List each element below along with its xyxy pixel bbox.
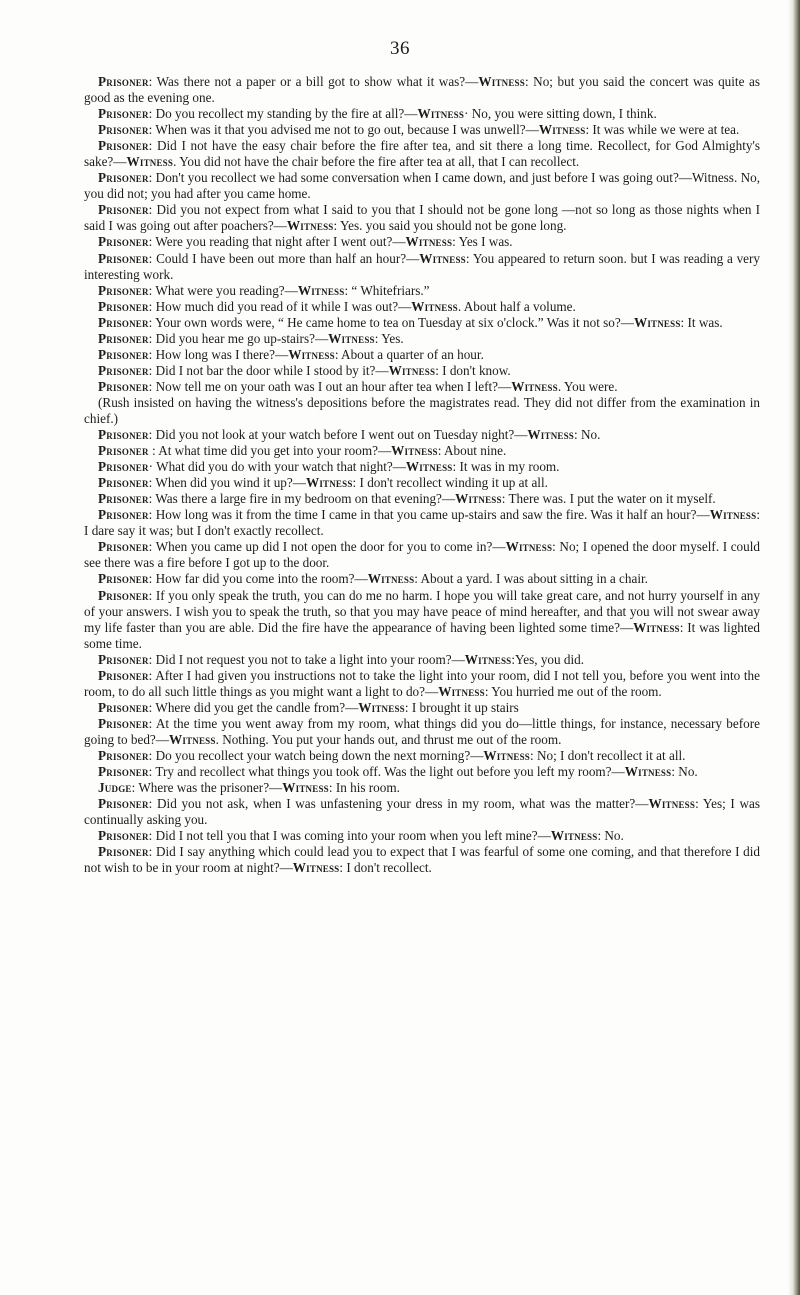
transcript-paragraph bbox=[84, 427, 760, 443]
speaker-label: Prisoner bbox=[98, 122, 149, 138]
utterance-text: : Did I not request you not to take a light into your room?— bbox=[148, 651, 465, 667]
speaker-label: Witness bbox=[388, 362, 436, 378]
utterance-text: : There was. I put the water on it myself. bbox=[501, 491, 716, 507]
speaker-label: Prisoner bbox=[98, 699, 149, 715]
utterance-text: : I don't recollect. bbox=[339, 860, 432, 876]
transcript-paragraph bbox=[84, 299, 760, 315]
utterance-text: . You did not have the chair before the fire after tea at all, that I can recollect. bbox=[173, 154, 580, 170]
speaker-label: Witness bbox=[709, 507, 757, 523]
speaker-label: Prisoner bbox=[98, 234, 149, 250]
utterance-text: : Did I not have the easy chair before the fire after tea, and sit there a long time. Recollect, for God Almighty's sake?— bbox=[84, 138, 760, 170]
speaker-label: Witness bbox=[282, 780, 329, 796]
utterance-text: : At what time did you get into your room?— bbox=[148, 443, 392, 459]
speaker-label: Prisoner bbox=[98, 106, 149, 122]
transcript-paragraph bbox=[84, 379, 760, 395]
speaker-label: Prisoner bbox=[98, 491, 149, 507]
transcript-paragraph bbox=[84, 844, 760, 876]
transcript-paragraph bbox=[84, 138, 760, 170]
utterance-text: : Were you reading that night after I went out?— bbox=[148, 234, 406, 250]
transcript-paragraph bbox=[84, 668, 760, 700]
transcript-paragraph bbox=[84, 106, 760, 122]
speaker-label: Witness bbox=[391, 443, 438, 459]
speaker-label: Witness bbox=[538, 122, 586, 138]
transcript-paragraph bbox=[84, 652, 760, 668]
transcript-paragraph bbox=[84, 764, 760, 780]
speaker-label: Witness bbox=[358, 699, 405, 715]
utterance-text: : Was there not a paper or a bill got to show what it was?— bbox=[148, 74, 479, 89]
utterance-text: : How long was I there?— bbox=[148, 346, 289, 362]
speaker-label: Prisoner bbox=[98, 202, 149, 218]
utterance-text: : Do you recollect my standing by the fire at all?— bbox=[148, 106, 418, 122]
speaker-label: Judge bbox=[98, 780, 132, 796]
utterance-text: : Did you not expect from what I said to you that I should not be gone long —not so long as those nights when I said I was going out after poachers?— bbox=[84, 202, 760, 234]
utterance-text: : You hurried me out of the room. bbox=[484, 683, 662, 699]
speaker-label: Witness bbox=[405, 459, 453, 475]
utterance-text: : When you came up did I not open the door for you to come in?— bbox=[148, 539, 506, 555]
transcript-paragraph bbox=[84, 347, 760, 363]
transcript-paragraph bbox=[84, 491, 760, 507]
utterance-text: . You were. bbox=[557, 378, 618, 394]
transcript-paragraph bbox=[84, 170, 760, 202]
transcript-paragraph bbox=[84, 74, 760, 106]
speaker-label: Witness bbox=[286, 218, 334, 234]
speaker-label: Prisoner bbox=[98, 796, 149, 812]
speaker-label: Witness bbox=[455, 491, 502, 507]
speaker-label: Prisoner bbox=[98, 475, 149, 491]
utterance-text: . About half a volume. bbox=[457, 298, 576, 314]
utterance-text: (Rush insisted on having the witness's depositions before the magistrates read. They did not differ from the examination in chief.) bbox=[84, 394, 760, 426]
speaker-label: Witness bbox=[527, 427, 575, 443]
speaker-label: Prisoner bbox=[98, 378, 149, 394]
speaker-label: Prisoner bbox=[98, 459, 149, 475]
speaker-label: Prisoner bbox=[98, 298, 149, 314]
speaker-label: Prisoner bbox=[98, 282, 149, 298]
transcript-paragraph bbox=[84, 283, 760, 299]
transcript-paragraph bbox=[84, 539, 760, 571]
speaker-label: Witness bbox=[511, 378, 558, 394]
transcript-paragraph bbox=[84, 796, 760, 828]
speaker-label: Witness bbox=[168, 731, 216, 747]
speaker-label: Witness bbox=[505, 539, 553, 555]
speaker-label: Prisoner bbox=[98, 587, 149, 603]
utterance-text: : How long was it from the time I came in that you came up-stairs and saw the fire. Was it half an hour?— bbox=[148, 507, 710, 523]
speaker-label: Prisoner bbox=[98, 138, 149, 154]
speaker-label: Witness bbox=[417, 106, 465, 122]
speaker-label: Prisoner bbox=[98, 507, 149, 523]
speaker-label: Witness bbox=[288, 346, 335, 362]
speaker-label: Witness bbox=[126, 154, 174, 170]
utterance-text: : Yes; I was continually asking you. bbox=[84, 796, 760, 828]
speaker-label: Prisoner bbox=[98, 314, 149, 330]
utterance-text: · What did you do with your watch that night?— bbox=[148, 459, 406, 475]
utterance-text: : No; but you said the concert was quite as good as the evening one. bbox=[84, 74, 760, 106]
speaker-label: Prisoner bbox=[98, 764, 149, 780]
utterance-text: : I don't recollect winding it up at all. bbox=[352, 475, 548, 491]
speaker-label: Prisoner bbox=[98, 828, 149, 844]
speaker-label: Prisoner bbox=[98, 443, 149, 459]
transcript-paragraph bbox=[84, 780, 760, 796]
speaker-label: Witness bbox=[624, 764, 672, 780]
utterance-text: : It was. bbox=[680, 314, 723, 330]
utterance-text: : When did you wind it up?— bbox=[148, 475, 306, 491]
utterance-text: : Did I say anything which could lead you to expect that I was fearful of some one coming, and that therefore I did not wish to be in your room at night?— bbox=[84, 844, 760, 876]
utterance-text: : About nine. bbox=[437, 443, 507, 459]
transcript-paragraph bbox=[84, 507, 760, 539]
transcript-paragraph bbox=[84, 122, 760, 138]
utterance-text: : Did you hear me go up-stairs?— bbox=[148, 330, 329, 346]
utterance-text: : Did you not look at your watch before I went out on Tuesday night?— bbox=[148, 427, 528, 443]
utterance-text: : When was it that you advised me not to go out, because I was unwell?— bbox=[148, 122, 539, 138]
page-number: 36 bbox=[390, 38, 410, 59]
speaker-label: Witness bbox=[292, 860, 340, 876]
speaker-label: Witness bbox=[438, 683, 485, 699]
utterance-text: : Your own words were, “ He came home to tea on Tuesday at six o'clock.” Was it not so?— bbox=[148, 314, 634, 330]
speaker-label: Prisoner bbox=[98, 362, 149, 378]
transcript-paragraph bbox=[84, 363, 760, 379]
utterance-text: : Where was the prisoner?— bbox=[131, 780, 283, 796]
speaker-label: Witness bbox=[305, 475, 353, 491]
utterance-text: : Do you recollect your watch being down the next morning?— bbox=[148, 747, 484, 763]
utterance-text: : Did I not bar the door while I stood by it?— bbox=[148, 362, 389, 378]
utterance-text: · No, you were sitting down, I think. bbox=[464, 106, 657, 122]
utterance-text: : No. bbox=[671, 764, 698, 780]
utterance-text: : It was lighted some time. bbox=[84, 619, 760, 651]
utterance-text: : How far did you come into the room?— bbox=[148, 571, 368, 587]
utterance-text: : Yes. you said you should not be gone long. bbox=[333, 218, 567, 234]
transcript-paragraph bbox=[84, 700, 760, 716]
transcript-paragraph bbox=[84, 828, 760, 844]
speaker-label: Prisoner bbox=[98, 170, 149, 186]
transcript-paragraph bbox=[84, 748, 760, 764]
page-edge-shadow bbox=[788, 0, 800, 1295]
speaker-label: Witness bbox=[419, 250, 466, 266]
utterance-text: :Yes, you did. bbox=[511, 651, 585, 667]
speaker-label: Prisoner bbox=[98, 747, 149, 763]
utterance-text: : If you only speak the truth, you can do me no harm. I hope you will take great care, and not hurry yourself in any of your answers. I wish you to speak the truth, so that you may have peace of mind hereafter, and that you will not swear away my life faster than you are able. Did the fire have the appearance of having been lighted some time?— bbox=[84, 587, 760, 635]
transcript-paragraph bbox=[84, 443, 760, 459]
utterance-text: : What were you reading?— bbox=[148, 282, 298, 298]
transcript-paragraph bbox=[84, 234, 760, 250]
transcript-paragraph bbox=[84, 395, 760, 427]
speaker-label: Prisoner bbox=[98, 539, 149, 555]
utterance-text: : Try and recollect what things you took off. Was the light out before you left my room?— bbox=[148, 764, 625, 780]
utterance-text: : Did I not tell you that I was coming into your room when you left mine?— bbox=[148, 828, 551, 844]
utterance-text: : After I had given you instructions not to take the light into your room, did I not tell you, before you went into the room, to do all such little things as you might want a light to do?— bbox=[84, 667, 760, 699]
speaker-label: Prisoner bbox=[98, 346, 149, 362]
speaker-label: Witness bbox=[297, 282, 345, 298]
transcript-paragraph bbox=[84, 315, 760, 331]
trial-transcript bbox=[84, 74, 760, 876]
speaker-label: Witness bbox=[367, 571, 415, 587]
utterance-text: : Could I have been out more than half an hour?— bbox=[148, 250, 420, 266]
speaker-label: Prisoner bbox=[98, 651, 149, 667]
utterance-text: : You appeared to return soon. but I was reading a very interesting work. bbox=[84, 250, 761, 282]
utterance-text: : About a quarter of an hour. bbox=[334, 346, 484, 362]
utterance-text: : Where did you get the candle from?— bbox=[148, 699, 359, 715]
speaker-label: Witness bbox=[648, 796, 696, 812]
speaker-label: Prisoner bbox=[98, 715, 149, 731]
speaker-label: Witness bbox=[478, 74, 525, 89]
speaker-label: Witness bbox=[411, 298, 458, 314]
speaker-label: Witness bbox=[464, 651, 512, 667]
transcript-paragraph bbox=[84, 251, 760, 283]
utterance-text: : Yes I was. bbox=[452, 234, 513, 250]
utterance-text: : Was there a large fire in my bedroom on that evening?— bbox=[148, 491, 456, 507]
speaker-label: Witness bbox=[328, 330, 375, 346]
transcript-paragraph bbox=[84, 331, 760, 347]
utterance-text: : At the time you went away from my room, what things did you do—little things, for instance, necessary before going to bed?— bbox=[84, 715, 760, 747]
speaker-label: Witness bbox=[633, 314, 681, 330]
utterance-text: : How much did you read of it while I was out?— bbox=[148, 298, 412, 314]
transcript-paragraph bbox=[84, 459, 760, 475]
utterance-text: : Now tell me on your oath was I out an hour after tea when I left?— bbox=[148, 378, 512, 394]
utterance-text: : Don't you recollect we had some conversation when I came down, and just before I was going out?—Witness. No, you did not; you had after you came home. bbox=[84, 170, 760, 202]
utterance-text: : I dare say it was; but I don't exactly recollect. bbox=[84, 507, 760, 539]
utterance-text: : About a yard. I was about sitting in a chair. bbox=[414, 571, 648, 587]
utterance-text: : I brought it up stairs bbox=[404, 699, 519, 715]
utterance-text: . Nothing. You put your hands out, and thrust me out of the room. bbox=[215, 731, 562, 747]
speaker-label: Prisoner bbox=[98, 250, 149, 266]
utterance-text: : I don't know. bbox=[435, 362, 511, 378]
utterance-text: : It was while we were at tea. bbox=[585, 122, 740, 138]
transcript-paragraph bbox=[84, 475, 760, 491]
speaker-label: Prisoner bbox=[98, 667, 149, 683]
utterance-text: : No. bbox=[597, 828, 624, 844]
transcript-paragraph bbox=[84, 202, 760, 234]
utterance-text: : No; I don't recollect it at all. bbox=[530, 747, 686, 763]
utterance-text: : Yes. bbox=[374, 330, 404, 346]
utterance-text: : It was in my room. bbox=[452, 459, 560, 475]
speaker-label: Witness bbox=[550, 828, 598, 844]
speaker-label: Witness bbox=[483, 747, 531, 763]
utterance-text: : No; I opened the door myself. I could see there was a fire before I got up to the door. bbox=[84, 539, 760, 571]
utterance-text: : No. bbox=[574, 427, 601, 443]
utterance-text: : “ Whitefriars.” bbox=[344, 282, 430, 298]
speaker-label: Prisoner bbox=[98, 330, 149, 346]
transcript-paragraph bbox=[84, 716, 760, 748]
speaker-label: Prisoner bbox=[98, 74, 149, 89]
speaker-label: Prisoner bbox=[98, 844, 149, 860]
utterance-text: : Did you not ask, when I was unfastening your dress in my room, what was the matter?— bbox=[148, 796, 649, 812]
transcript-paragraph bbox=[84, 571, 760, 587]
speaker-label: Prisoner bbox=[98, 427, 149, 443]
speaker-label: Witness bbox=[633, 619, 680, 635]
speaker-label: Prisoner bbox=[98, 571, 149, 587]
transcript-paragraph bbox=[84, 588, 760, 652]
utterance-text: : In his room. bbox=[328, 780, 400, 796]
speaker-label: Witness bbox=[405, 234, 453, 250]
